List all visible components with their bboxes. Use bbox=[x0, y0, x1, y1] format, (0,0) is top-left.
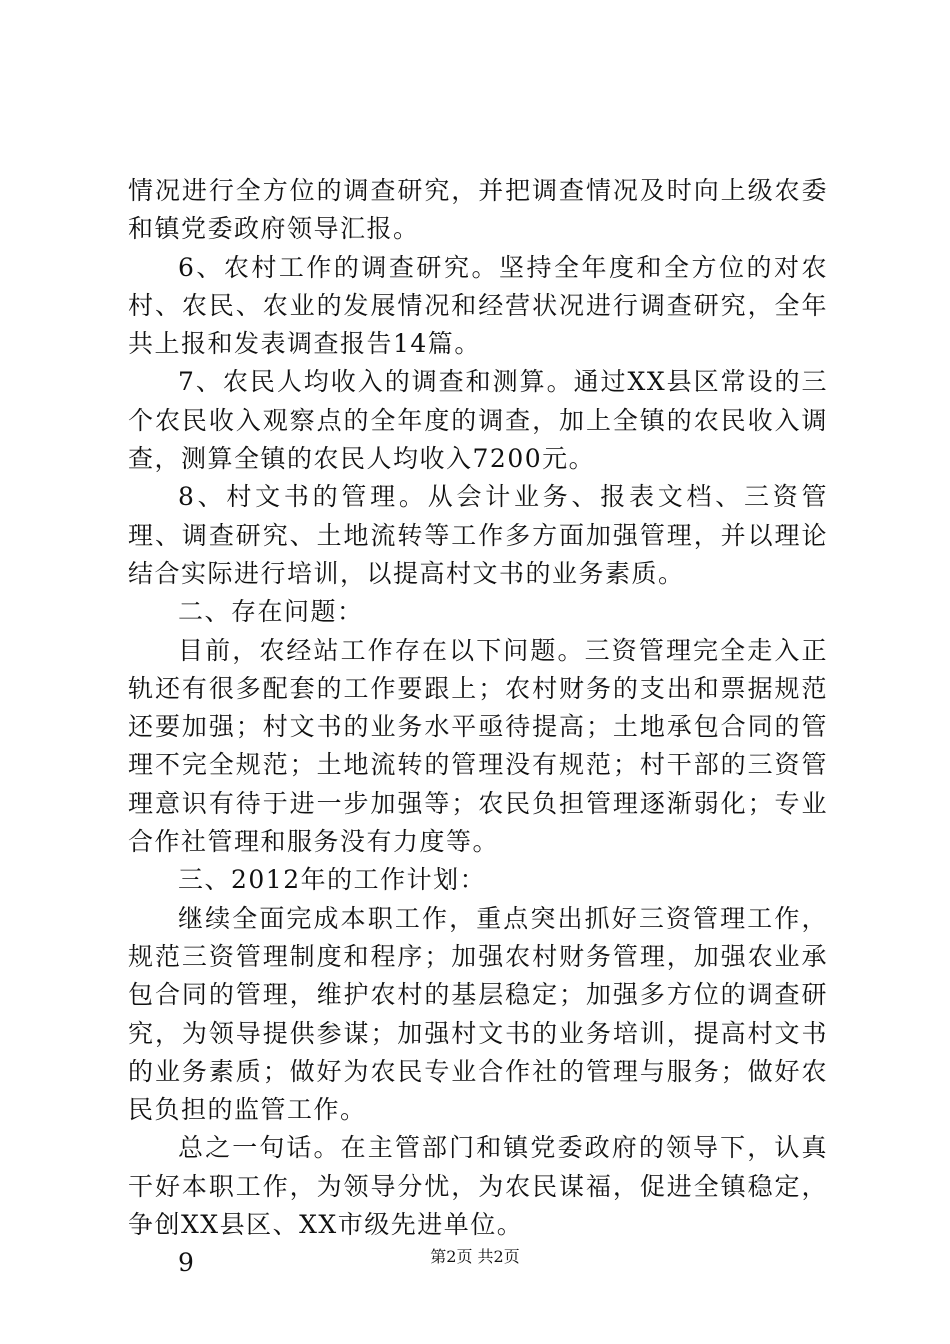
section-heading-plan: 三、2012年的工作计划： bbox=[178, 865, 487, 895]
document-body bbox=[128, 172, 828, 1283]
paragraph-summary: 总之一句话。在主管部门和镇党委政府的领导下，认真干好本职工作，为领导分忧，为农民谋福，促进全镇稳定，争创XX县区、XX市级先进单位。 bbox=[128, 1133, 828, 1240]
paragraph-item-8: 8、村文书的管理。从会计业务、报表文档、三资管理、调查研究、土地流转等工作多方面加强管理，并以理论结合实际进行培训，以提高村文书的业务素质。 bbox=[128, 482, 828, 588]
paragraph-plan: 继续全面完成本职工作，重点突出抓好三资管理工作，规范三资管理制度和程序；加强农村财务管理，加强农业承包合同的管理，维护农村的基层稳定；加强多方位的调查研究，为领导提供参谋；加强村文书的业务培训，提高村文书的业务素质；做好为农民专业合作社的管理与服务；做好农民负担的监管工作。 bbox=[128, 903, 828, 1125]
paragraph-item-7: 7、农民人均收入的调查和测算。通过XX县区常设的三个农民收入观察点的全年度的调查，加上全镇的农民收入调查，测算全镇的农民人均收入7200元。 bbox=[128, 367, 828, 474]
section-heading-problems: 二、存在问题： bbox=[178, 597, 364, 627]
page-footer: 第2页 共2页 bbox=[430, 1247, 520, 1266]
trailing-number: 9 bbox=[178, 1248, 196, 1278]
paragraph-item-6: 6、农村工作的调查研究。坚持全年度和全方位的对农村、农民、农业的发展情况和经营状况进行调查研究，全年共上报和发表调查报告14篇。 bbox=[128, 252, 828, 359]
paragraph-continuation: 情况进行全方位的调查研究，并把调查情况及时向上级农委和镇党委政府领导汇报。 bbox=[128, 176, 828, 244]
paragraph-problems: 目前，农经站工作存在以下问题。三资管理完全走入正轨还有很多配套的工作要跟上；农村财务的支出和票据规范还要加强；村文书的业务水平亟待提高；土地承包合同的管理不完全规范；土地流转的管理没有规范；村干部的三资管理意识有待于进一步加强等；农民负担管理逐渐弱化；专业合作社管理和服务没有力度等。 bbox=[128, 635, 828, 857]
